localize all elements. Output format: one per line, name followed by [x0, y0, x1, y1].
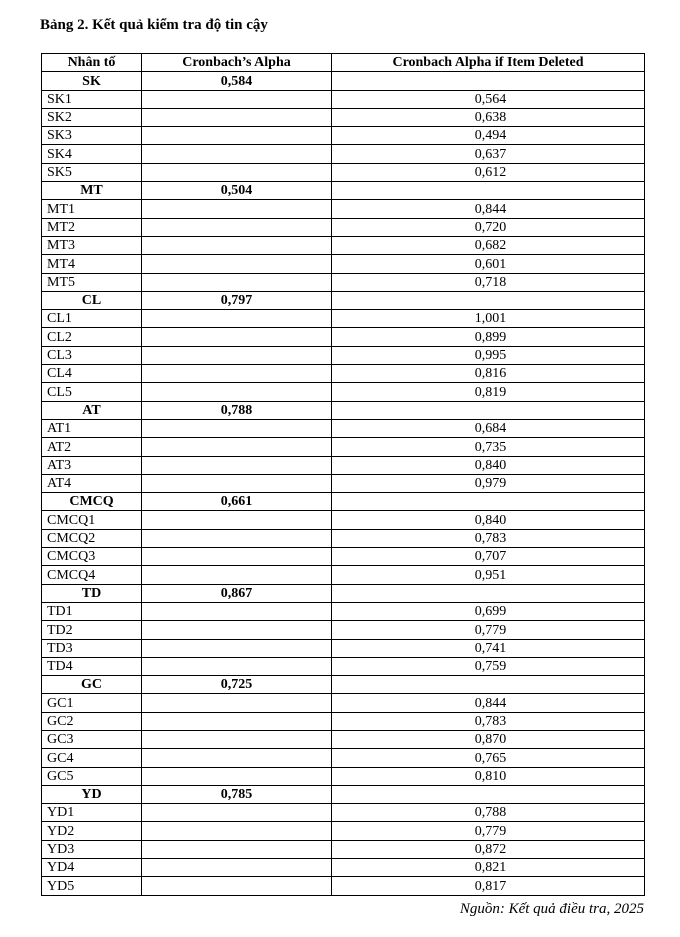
empty-cell [142, 365, 332, 383]
item-code: YD1 [42, 804, 142, 822]
empty-cell [142, 822, 332, 840]
item-alpha-if-deleted: 0,872 [332, 840, 645, 858]
item-code: SK3 [42, 127, 142, 145]
item-code: CMCQ1 [42, 511, 142, 529]
item-alpha-if-deleted: 0,844 [332, 694, 645, 712]
item-alpha-if-deleted: 0,840 [332, 456, 645, 474]
group-row [42, 291, 645, 309]
empty-cell [142, 859, 332, 877]
item-row [42, 273, 645, 291]
empty-cell [142, 328, 332, 346]
empty-cell [142, 529, 332, 547]
item-alpha-if-deleted: 0,951 [332, 566, 645, 584]
item-alpha-if-deleted: 0,759 [332, 657, 645, 675]
item-alpha-if-deleted: 1,001 [332, 310, 645, 328]
empty-cell [142, 639, 332, 657]
table-body [42, 72, 645, 895]
item-alpha-if-deleted: 0,684 [332, 419, 645, 437]
item-row [42, 90, 645, 108]
item-row [42, 767, 645, 785]
item-row [42, 474, 645, 492]
source-note: Nguồn: Kết quả điều tra, 2025 [459, 901, 644, 917]
empty-cell [142, 419, 332, 437]
empty-cell [142, 566, 332, 584]
item-code: GC5 [42, 767, 142, 785]
group-row [42, 785, 645, 803]
item-row [42, 145, 645, 163]
empty-cell [142, 236, 332, 254]
item-code: TD4 [42, 657, 142, 675]
item-code: YD3 [42, 840, 142, 858]
item-alpha-if-deleted: 0,783 [332, 712, 645, 730]
item-alpha-if-deleted: 0,638 [332, 108, 645, 126]
item-code: AT3 [42, 456, 142, 474]
item-code: AT2 [42, 438, 142, 456]
item-code: MT2 [42, 218, 142, 236]
item-row [42, 511, 645, 529]
item-alpha-if-deleted: 0,979 [332, 474, 645, 492]
empty-cell [142, 657, 332, 675]
group-name: CL [42, 291, 142, 309]
group-alpha: 0,725 [142, 676, 332, 694]
item-row [42, 548, 645, 566]
item-alpha-if-deleted: 0,720 [332, 218, 645, 236]
empty-cell [142, 511, 332, 529]
item-alpha-if-deleted: 0,637 [332, 145, 645, 163]
empty-cell [142, 145, 332, 163]
empty-cell [142, 127, 332, 145]
empty-cell [142, 621, 332, 639]
item-row [42, 804, 645, 822]
item-code: GC3 [42, 730, 142, 748]
group-alpha: 0,504 [142, 182, 332, 200]
item-code: TD3 [42, 639, 142, 657]
empty-cell [142, 438, 332, 456]
item-code: CMCQ2 [42, 529, 142, 547]
item-code: AT1 [42, 419, 142, 437]
group-name: TD [42, 584, 142, 602]
item-code: MT4 [42, 255, 142, 273]
group-name: AT [42, 401, 142, 419]
item-code: TD2 [42, 621, 142, 639]
empty-cell [142, 730, 332, 748]
item-alpha-if-deleted: 0,870 [332, 730, 645, 748]
item-alpha-if-deleted: 0,779 [332, 621, 645, 639]
item-row [42, 749, 645, 767]
item-alpha-if-deleted: 0,817 [332, 877, 645, 895]
empty-cell [142, 255, 332, 273]
item-row [42, 840, 645, 858]
item-alpha-if-deleted: 0,601 [332, 255, 645, 273]
item-code: SK2 [42, 108, 142, 126]
item-alpha-if-deleted: 0,707 [332, 548, 645, 566]
item-row [42, 365, 645, 383]
item-row [42, 236, 645, 254]
group-row [42, 493, 645, 511]
item-row [42, 529, 645, 547]
reliability-table [41, 53, 645, 896]
empty-cell [142, 767, 332, 785]
item-code: MT1 [42, 200, 142, 218]
empty-cell [142, 877, 332, 895]
empty-cell [332, 72, 645, 90]
empty-cell [142, 749, 332, 767]
item-row [42, 438, 645, 456]
item-row [42, 383, 645, 401]
table-caption: Bảng 2. Kết quả kiểm tra độ tin cậy [40, 17, 268, 33]
item-code: GC4 [42, 749, 142, 767]
empty-cell [142, 602, 332, 620]
group-name: SK [42, 72, 142, 90]
item-code: GC2 [42, 712, 142, 730]
item-code: CL2 [42, 328, 142, 346]
item-row [42, 108, 645, 126]
item-row [42, 822, 645, 840]
item-code: CMCQ3 [42, 548, 142, 566]
group-alpha: 0,661 [142, 493, 332, 511]
header-cronbach-alpha: Cronbach’s Alpha [142, 54, 332, 72]
item-alpha-if-deleted: 0,844 [332, 200, 645, 218]
empty-cell [332, 676, 645, 694]
empty-cell [332, 291, 645, 309]
empty-cell [142, 474, 332, 492]
group-alpha: 0,584 [142, 72, 332, 90]
item-row [42, 621, 645, 639]
empty-cell [142, 456, 332, 474]
item-row [42, 712, 645, 730]
table-header-row [42, 54, 645, 72]
item-row [42, 859, 645, 877]
item-alpha-if-deleted: 0,788 [332, 804, 645, 822]
item-code: MT5 [42, 273, 142, 291]
item-alpha-if-deleted: 0,810 [332, 767, 645, 785]
item-row [42, 877, 645, 895]
group-name: GC [42, 676, 142, 694]
item-code: SK1 [42, 90, 142, 108]
item-code: SK5 [42, 163, 142, 181]
empty-cell [142, 712, 332, 730]
empty-cell [142, 694, 332, 712]
group-row [42, 72, 645, 90]
empty-cell [332, 785, 645, 803]
empty-cell [142, 346, 332, 364]
item-alpha-if-deleted: 0,819 [332, 383, 645, 401]
item-row [42, 602, 645, 620]
item-row [42, 419, 645, 437]
item-code: YD5 [42, 877, 142, 895]
item-code: MT3 [42, 236, 142, 254]
empty-cell [142, 840, 332, 858]
item-code: YD4 [42, 859, 142, 877]
item-row [42, 456, 645, 474]
header-alpha-if-deleted: Cronbach Alpha if Item Deleted [332, 54, 645, 72]
item-row [42, 639, 645, 657]
item-row [42, 310, 645, 328]
empty-cell [142, 163, 332, 181]
item-code: TD1 [42, 602, 142, 620]
item-alpha-if-deleted: 0,735 [332, 438, 645, 456]
empty-cell [142, 383, 332, 401]
item-alpha-if-deleted: 0,816 [332, 365, 645, 383]
empty-cell [142, 310, 332, 328]
item-alpha-if-deleted: 0,899 [332, 328, 645, 346]
item-alpha-if-deleted: 0,718 [332, 273, 645, 291]
group-alpha: 0,797 [142, 291, 332, 309]
empty-cell [142, 200, 332, 218]
item-code: YD2 [42, 822, 142, 840]
item-code: SK4 [42, 145, 142, 163]
item-row [42, 200, 645, 218]
item-alpha-if-deleted: 0,821 [332, 859, 645, 877]
item-row [42, 218, 645, 236]
group-alpha: 0,788 [142, 401, 332, 419]
item-alpha-if-deleted: 0,682 [332, 236, 645, 254]
item-row [42, 127, 645, 145]
item-row [42, 163, 645, 181]
empty-cell [142, 804, 332, 822]
item-code: CL5 [42, 383, 142, 401]
empty-cell [142, 218, 332, 236]
item-code: CL4 [42, 365, 142, 383]
item-row [42, 694, 645, 712]
item-alpha-if-deleted: 0,779 [332, 822, 645, 840]
empty-cell [332, 493, 645, 511]
item-alpha-if-deleted: 0,564 [332, 90, 645, 108]
item-alpha-if-deleted: 0,765 [332, 749, 645, 767]
group-name: YD [42, 785, 142, 803]
empty-cell [142, 90, 332, 108]
item-alpha-if-deleted: 0,612 [332, 163, 645, 181]
empty-cell [332, 401, 645, 419]
item-alpha-if-deleted: 0,995 [332, 346, 645, 364]
group-row [42, 182, 645, 200]
header-factor: Nhân tố [42, 54, 142, 72]
item-row [42, 255, 645, 273]
item-code: CL1 [42, 310, 142, 328]
item-row [42, 346, 645, 364]
item-code: CMCQ4 [42, 566, 142, 584]
item-code: GC1 [42, 694, 142, 712]
item-row [42, 657, 645, 675]
item-alpha-if-deleted: 0,699 [332, 602, 645, 620]
item-row [42, 730, 645, 748]
item-alpha-if-deleted: 0,840 [332, 511, 645, 529]
empty-cell [142, 273, 332, 291]
group-row [42, 401, 645, 419]
group-row [42, 584, 645, 602]
empty-cell [332, 584, 645, 602]
item-alpha-if-deleted: 0,741 [332, 639, 645, 657]
group-row [42, 676, 645, 694]
item-code: CL3 [42, 346, 142, 364]
item-row [42, 566, 645, 584]
item-code: AT4 [42, 474, 142, 492]
empty-cell [332, 182, 645, 200]
empty-cell [142, 108, 332, 126]
item-alpha-if-deleted: 0,783 [332, 529, 645, 547]
group-alpha: 0,867 [142, 584, 332, 602]
group-name: MT [42, 182, 142, 200]
empty-cell [142, 548, 332, 566]
item-alpha-if-deleted: 0,494 [332, 127, 645, 145]
group-name: CMCQ [42, 493, 142, 511]
group-alpha: 0,785 [142, 785, 332, 803]
item-row [42, 328, 645, 346]
